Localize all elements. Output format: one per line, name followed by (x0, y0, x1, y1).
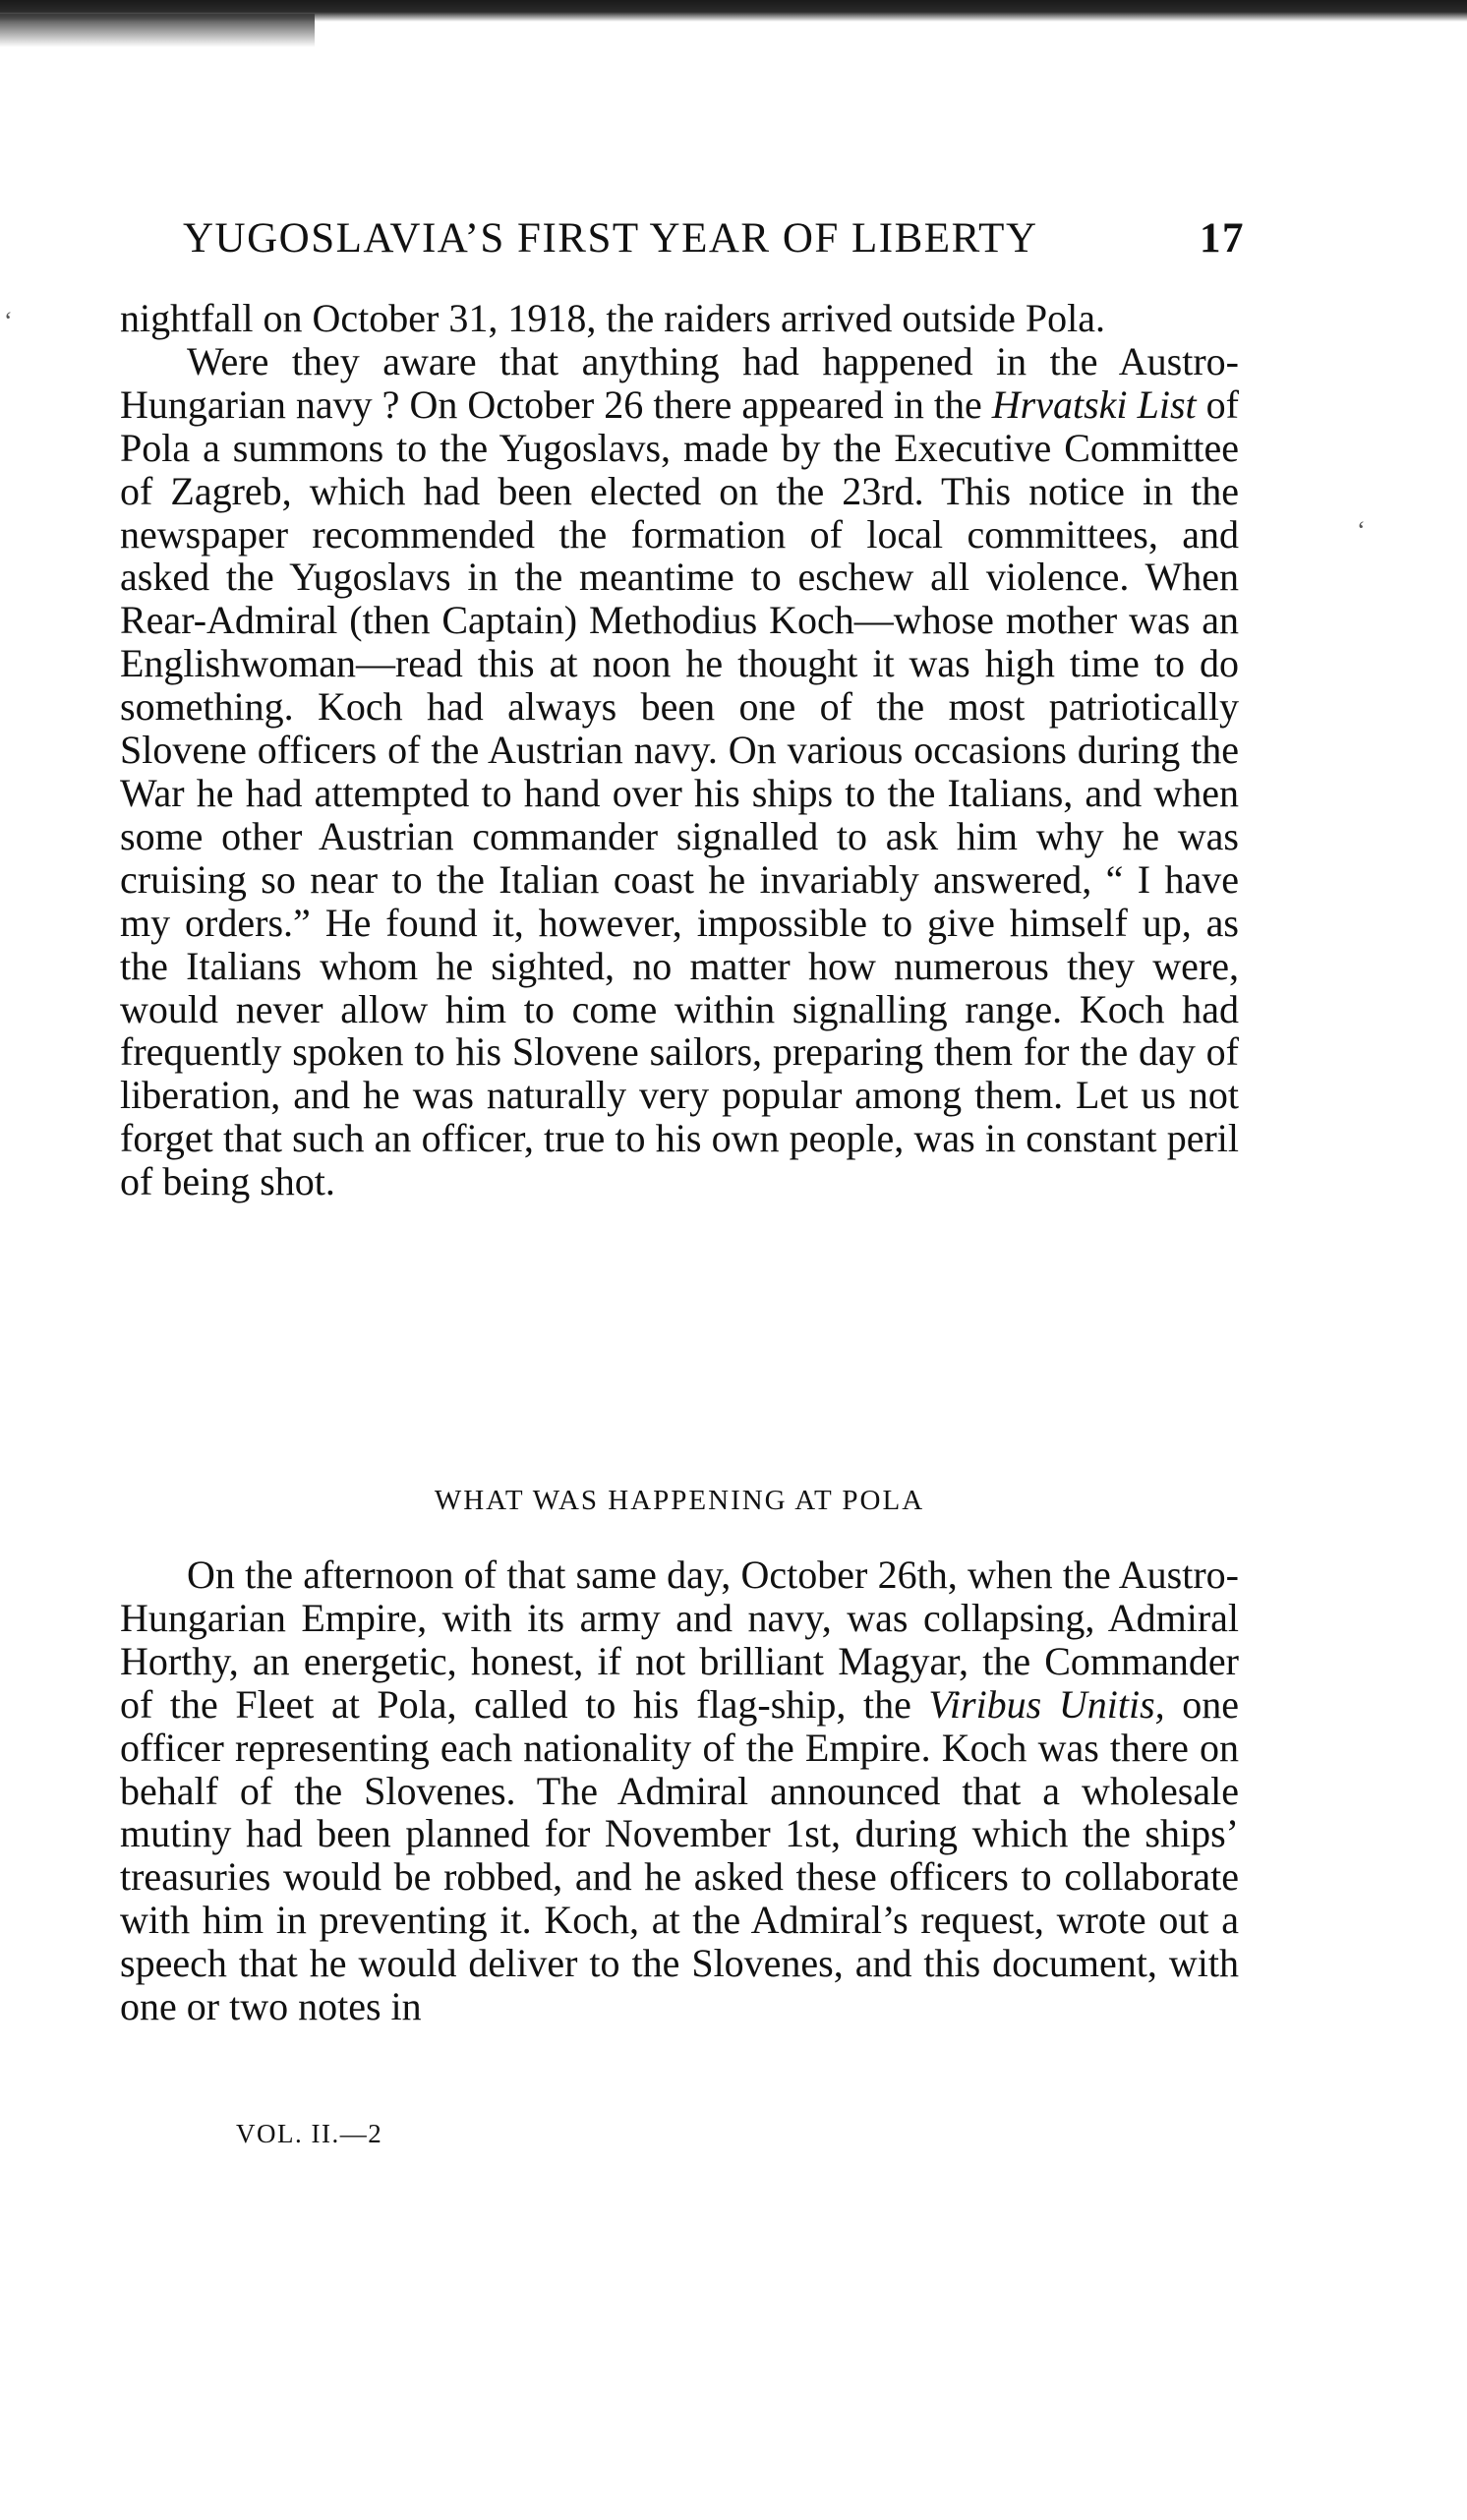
section-heading: WHAT WAS HAPPENING AT POLA (434, 1485, 925, 1516)
running-head-title: YUGOSLAVIA’S FIRST YEAR OF LIBERTY (183, 215, 1038, 262)
volume-signature-mark: VOL. II.—2 (236, 2119, 383, 2148)
paragraph-continuation: nightfall on October 31, 1918, the raiders arrived outside Pola. (120, 296, 1105, 340)
paragraph-koch-text-a: Were they aware that anything had happened in the Austro-Hungarian navy ? On October 26 there appeared in the (120, 338, 1239, 427)
scanned-page-top-edge (0, 0, 1467, 22)
running-head (183, 214, 1245, 273)
paragraph-koch-text-b: of Pola a summons to the Yugoslavs, made by the Executive Committee of Zagreb, which had been elected on the 23rd. This notice in the newspaper recommended the formation of local committees, and asked the Yugoslavs in the meantime to eschew all violence. When Rear-Admiral (then Captain) Methodius Koch—whose mother was an Englishwoman—read this at noon he thought it was high time to do something. Koch had always been one of the most patriotically Slovene officers of the Austrian navy. On various occasions during the War he had attempted to hand over his ships to the Italians, and when some other Austrian commander signalled to ask him why he was cruising so near to the Italian coast he invariably answered, “ I have my orders.” He found it, however, impossible to give himself up, as the Italians whom he sighted, no matter how numerous they were, would never allow him to come within signalling range. Koch had frequently spoken to his Slovene sailors, preparing them for the day of liberation, and he was naturally very popular among them. Let us not forget that such an officer, true to his own people, was in constant peril of being shot. (120, 381, 1239, 1204)
paragraph-horthy-text-b: one officer representing each nationality of the Empire. Koch was there on behalf of the Slovenes. The Admiral announced that a wholesale mutiny had been planned for November 1st, during which the ships’ treasuries would be robbed, and he asked these officers to collaborate with him in preventing it. Koch, at the Admiral’s request, wrote out a speech that he would deliver to the Slovenes, and this document, with one or two notes in (120, 1681, 1239, 2029)
body-text-upper (120, 297, 1239, 1203)
margin-speck-right: ‘ (1357, 516, 1366, 545)
newspaper-title-italic: Hrvatski List (991, 381, 1197, 427)
body-text-lower (120, 1553, 1239, 2028)
paragraph-horthy-text-a: On the afternoon of that same day, October 26th, when the Austro-Hungarian Empire, with its army and navy, was collapsing, Admiral Horthy, an energetic, honest, if not brilliant Magyar, the Commander of the Fleet at Pola, called to his flag-ship, the (120, 1553, 1239, 1727)
page-number: 17 (1200, 215, 1245, 262)
ship-name-italic: Viribus Unitis, (928, 1681, 1165, 1727)
paragraph-horthy (120, 1553, 1239, 2028)
paragraph-koch (120, 340, 1239, 1203)
margin-speck-left: ‘ (4, 307, 13, 335)
